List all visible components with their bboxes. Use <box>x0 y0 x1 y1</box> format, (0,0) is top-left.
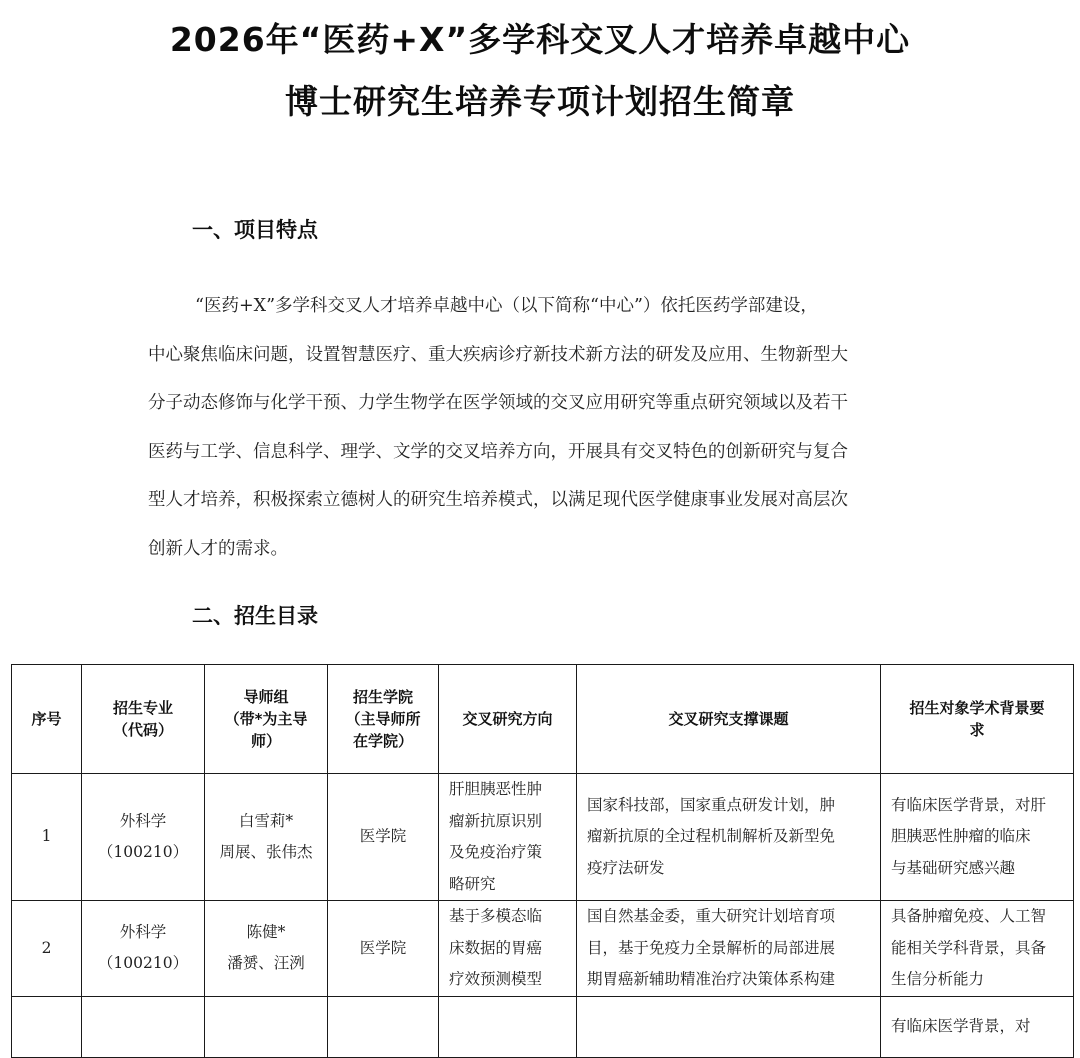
cell-line: 交叉研究支撑课题 <box>668 710 789 728</box>
cell-line: 周展、张伟杰 <box>219 843 313 861</box>
header-index <box>12 665 82 774</box>
cell-line: （主导师所 <box>345 710 421 728</box>
header-direction <box>439 665 577 774</box>
cell-direction <box>439 901 577 997</box>
table-header-row <box>12 665 1074 774</box>
cell-index <box>12 996 82 1057</box>
cell-line: 疫疗法研发 <box>587 858 665 877</box>
cell-line: 交叉研究方向 <box>462 710 553 728</box>
cell-line: 师） <box>250 732 281 750</box>
cell-line: 招生对象学术背景要 <box>909 699 1045 717</box>
cell-line: 期胃癌新辅助精准治疗决策体系构建 <box>587 970 836 988</box>
cell-line: 生信分析能力 <box>891 970 985 988</box>
cell-line: 基于多模态临 <box>449 907 543 925</box>
section-heading-catalog: 二、招生目录 <box>192 604 318 628</box>
cell-line: 有临床医学背景，对 <box>891 1016 1031 1035</box>
cell-advisors <box>205 996 328 1057</box>
paragraph-line: 分子动态修饰与化学干预、力学生物学在医学领域的交叉应用研究等重点研究领域以及若干 <box>148 393 848 413</box>
cell-line: 求 <box>969 721 985 739</box>
paragraph-line: 型人才培养，积极探索立德树人的研究生培养模式，以满足现代医学健康事业发展对高层次 <box>148 490 848 510</box>
cell-line: 国家科技部，国家重点研发计划，肿 <box>587 795 836 814</box>
cell-line: 具备肿瘤免疫、人工智 <box>891 907 1047 925</box>
cell-line: （100210） <box>97 843 189 861</box>
cell-college <box>328 996 439 1057</box>
cell-major <box>82 901 205 997</box>
cell-line: 瘤新抗原识别 <box>449 811 543 830</box>
cell-line: （代码） <box>112 721 173 739</box>
document-title-line1: 2026年“医药+X”多学科交叉人才培养卓越中心 <box>169 20 911 59</box>
paragraph-line: “医药+X”多学科交叉人才培养卓越中心（以下简称“中心”）依托医药学部建设， <box>195 296 818 316</box>
header-advisors <box>205 665 328 774</box>
document-title-line2: 博士研究生培养专项计划招生简章 <box>285 82 795 121</box>
cell-direction <box>439 996 577 1057</box>
cell-project <box>577 996 881 1057</box>
cell-line: 床数据的胃癌 <box>449 938 543 957</box>
cell-line: 在学院） <box>352 732 413 750</box>
cell-advisors <box>205 774 328 901</box>
cell-line: 有临床医学背景，对肝 <box>891 795 1047 814</box>
paragraph-line: 医药与工学、信息科学、理学、文学的交叉培养方向，开展具有交叉特色的创新研究与复合 <box>148 441 848 462</box>
cell-line: 与基础研究感兴趣 <box>891 858 1016 877</box>
cell-line: 肝胆胰恶性肿 <box>449 780 543 798</box>
cell-major <box>82 774 205 901</box>
header-major <box>82 665 205 774</box>
table-row <box>12 901 1074 997</box>
cell-line: 导师组 <box>243 688 289 706</box>
cell-line: 目，基于免疫力全景解析的局部进展 <box>587 938 836 957</box>
header-college <box>328 665 439 774</box>
cell-line: 外科学 <box>119 922 167 941</box>
paragraph-line: 创新人才的需求。 <box>148 538 288 559</box>
cell-line: 略研究 <box>449 874 496 893</box>
cell-line: （100210） <box>97 954 189 973</box>
cell-line: 疗效预测模型 <box>449 970 543 988</box>
cell-index: 1 <box>12 774 82 901</box>
cell-college: 医学院 <box>328 774 439 901</box>
cell-background <box>881 901 1074 997</box>
cell-background <box>881 996 1074 1057</box>
cell-direction <box>439 774 577 901</box>
cell-line: 潘赟、汪洌 <box>227 954 305 973</box>
cell-index: 2 <box>12 901 82 997</box>
table-row <box>12 774 1074 901</box>
table-row <box>12 996 1074 1057</box>
cell-line: 及免疫治疗策 <box>449 843 543 861</box>
cell-line: 瘤新抗原的全过程机制解析及新型免 <box>587 827 836 846</box>
cell-project <box>577 901 881 997</box>
cell-line: 外科学 <box>119 811 167 830</box>
cell-background <box>881 774 1074 901</box>
cell-line: 胆胰恶性肿瘤的临床 <box>891 827 1031 846</box>
cell-college: 医学院 <box>328 901 439 997</box>
cell-line: 白雪莉* <box>238 811 294 830</box>
header-project <box>577 665 881 774</box>
cell-line: 国自然基金委，重大研究计划培育项 <box>587 907 836 925</box>
features-paragraph <box>148 282 968 573</box>
cell-project <box>577 774 881 901</box>
cell-major <box>82 996 205 1057</box>
paragraph-line: 中心聚焦临床问题，设置智慧医疗、重大疾病诊疗新技术新方法的研发及应用、生物新型大 <box>148 344 848 365</box>
section-heading-features: 一、项目特点 <box>192 218 318 242</box>
enrollment-catalog-table <box>11 664 1074 1058</box>
cell-line: 招生专业 <box>112 699 173 717</box>
cell-line: 陈健* <box>246 922 286 941</box>
cell-line: 招生学院 <box>352 688 413 706</box>
cell-advisors <box>205 901 328 997</box>
cell-line: 能相关学科背景，具备 <box>891 938 1047 957</box>
cell-line: 序号 <box>31 710 62 728</box>
cell-line: （带*为主导 <box>224 710 308 728</box>
header-background <box>881 665 1074 774</box>
